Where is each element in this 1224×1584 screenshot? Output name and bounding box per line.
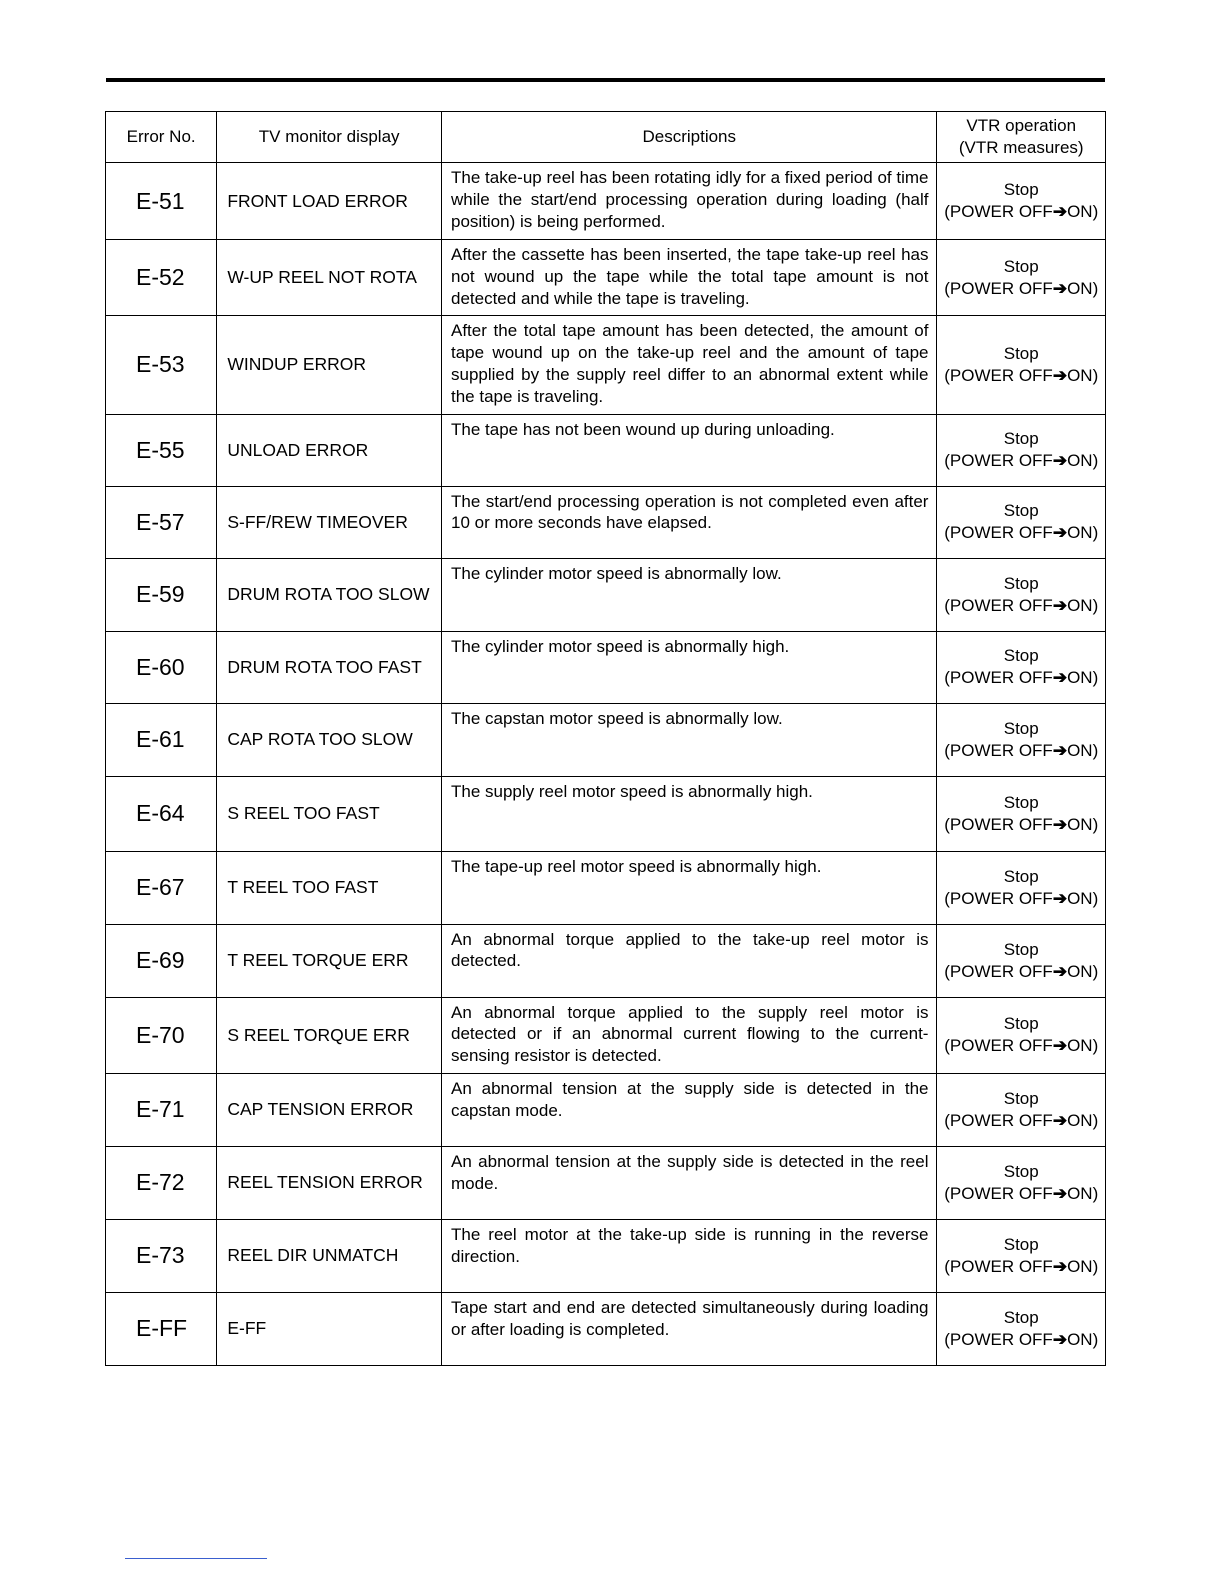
vtr-op-power-post: ON) — [1067, 365, 1099, 385]
arrow-right-icon: ➔ — [1052, 888, 1068, 908]
vtr-op-power-pre: (POWER OFF — [944, 888, 1053, 908]
vtr-operation — [937, 703, 1106, 776]
vtr-op-power-post: ON) — [1067, 202, 1099, 221]
arrow-right-icon: ➔ — [1052, 961, 1068, 981]
error-code: E-53 — [106, 316, 217, 414]
table-row — [106, 240, 1106, 316]
vtr-operation — [937, 997, 1106, 1073]
vtr-op-power-pre: (POWER OFF — [944, 202, 1053, 221]
error-description: The take-up reel has been rotating idly for a fixed period of time while the start/end processing operation during loading (half position) is being performed. — [442, 163, 937, 240]
vtr-operation — [937, 631, 1106, 703]
vtr-op-power — [937, 740, 1105, 762]
vtr-operation — [937, 1292, 1106, 1365]
error-description: An abnormal tension at the supply side is detected in the capstan mode. — [442, 1073, 937, 1146]
tv-monitor-display: S REEL TORQUE ERR — [217, 997, 442, 1073]
arrow-right-icon: ➔ — [1052, 1329, 1068, 1349]
vtr-op-stop: Stop — [1003, 429, 1039, 449]
table-row — [106, 1219, 1106, 1292]
vtr-op-power-post: ON) — [1067, 740, 1099, 760]
vtr-op-power-pre: (POWER OFF — [944, 365, 1053, 385]
arrow-right-icon: ➔ — [1052, 595, 1068, 615]
vtr-operation — [937, 486, 1106, 558]
tv-monitor-display: CAP ROTA TOO SLOW — [217, 703, 442, 776]
table-row — [106, 558, 1106, 631]
error-code: E-61 — [106, 703, 217, 776]
error-description: The supply reel motor speed is abnormally high. — [442, 776, 937, 851]
vtr-op-power — [937, 1329, 1105, 1351]
error-code: E-67 — [106, 851, 217, 924]
table-row — [106, 703, 1106, 776]
error-description: An abnormal torque applied to the supply reel motor is detected or if an abnormal current flowing to the current-sensing resistor is detected. — [442, 997, 937, 1073]
error-code: E-71 — [106, 1073, 217, 1146]
tv-monitor-display: CAP TENSION ERROR — [217, 1073, 442, 1146]
table-row — [106, 1073, 1106, 1146]
error-description: The tape-up reel motor speed is abnormally high. — [442, 851, 937, 924]
error-code: E-60 — [106, 631, 217, 703]
vtr-operation — [937, 1073, 1106, 1146]
vtr-op-power-post: ON) — [1067, 451, 1099, 471]
vtr-op-power — [937, 888, 1105, 910]
vtr-op-power — [937, 1183, 1105, 1205]
vtr-op-stop: Stop — [1003, 343, 1039, 363]
tv-monitor-display: E-FF — [217, 1292, 442, 1365]
table-row — [106, 486, 1106, 558]
error-description: The start/end processing operation is not completed even after 10 or more seconds have elapsed. — [442, 486, 937, 558]
tv-monitor-display: REEL DIR UNMATCH — [217, 1219, 442, 1292]
vtr-op-power-post: ON) — [1067, 668, 1099, 688]
vtr-operation — [937, 163, 1106, 240]
error-description: The reel motor at the take-up side is running in the reverse direction. — [442, 1219, 937, 1292]
vtr-op-power — [937, 201, 1105, 223]
table-row — [106, 163, 1106, 240]
tv-monitor-display: T REEL TOO FAST — [217, 851, 442, 924]
vtr-op-power-pre: (POWER OFF — [944, 1183, 1053, 1203]
error-code: E-52 — [106, 240, 217, 316]
tv-monitor-display: S-FF/REW TIMEOVER — [217, 486, 442, 558]
vtr-operation — [937, 1146, 1106, 1219]
tv-monitor-display: T REEL TORQUE ERR — [217, 924, 442, 997]
vtr-op-power — [937, 667, 1105, 689]
vtr-op-power-post: ON) — [1067, 1036, 1099, 1056]
error-description: After the total tape amount has been detected, the amount of tape wound up on the take-up reel and the amount of tape supplied by the supply reel differ to an abnormal extent while the tape is traveling. — [442, 316, 937, 414]
error-description: An abnormal tension at the supply side is detected in the reel mode. — [442, 1146, 937, 1219]
error-description: After the cassette has been inserted, the tape take-up reel has not wound up the tape while the total tape amount is not detected and while the tape is traveling. — [442, 240, 937, 316]
error-description: The cylinder motor speed is abnormally high. — [442, 631, 937, 703]
vtr-op-stop: Stop — [1003, 646, 1039, 666]
vtr-op-power-pre: (POWER OFF — [944, 740, 1053, 760]
error-description: The tape has not been wound up during unloading. — [442, 414, 937, 486]
arrow-right-icon: ➔ — [1052, 1110, 1068, 1130]
error-description: The capstan motor speed is abnormally low. — [442, 703, 937, 776]
vtr-operation — [937, 240, 1106, 316]
error-description: The cylinder motor speed is abnormally low. — [442, 558, 937, 631]
vtr-operation — [937, 1219, 1106, 1292]
vtr-operation — [937, 851, 1106, 924]
vtr-op-stop: Stop — [1003, 1088, 1039, 1108]
vtr-op-power — [937, 1256, 1105, 1278]
vtr-operation — [937, 558, 1106, 631]
tv-monitor-display: S REEL TOO FAST — [217, 776, 442, 851]
vtr-op-stop: Stop — [1003, 180, 1039, 199]
vtr-op-stop: Stop — [1003, 718, 1039, 738]
vtr-op-power — [937, 814, 1105, 836]
footer-link-underline — [125, 1558, 267, 1559]
arrow-right-icon: ➔ — [1052, 668, 1068, 688]
tv-monitor-display: UNLOAD ERROR — [217, 414, 442, 486]
vtr-op-power-pre: (POWER OFF — [944, 1036, 1053, 1056]
error-code: E-FF — [106, 1292, 217, 1365]
error-code: E-57 — [106, 486, 217, 558]
error-code: E-55 — [106, 414, 217, 486]
vtr-op-stop: Stop — [1003, 1161, 1039, 1181]
vtr-op-power — [937, 595, 1105, 617]
vtr-op-power-post: ON) — [1067, 1183, 1099, 1203]
arrow-right-icon: ➔ — [1052, 365, 1068, 385]
vtr-op-stop: Stop — [1003, 256, 1039, 276]
header-vtr-line1: VTR operation — [966, 116, 1077, 135]
vtr-op-stop: Stop — [1003, 573, 1039, 593]
tv-monitor-display: DRUM ROTA TOO SLOW — [217, 558, 442, 631]
table-header-row — [106, 112, 1106, 163]
arrow-right-icon: ➔ — [1052, 451, 1068, 471]
vtr-op-power-post: ON) — [1067, 523, 1099, 543]
vtr-op-power — [937, 278, 1105, 300]
error-description: An abnormal torque applied to the take-up reel motor is detected. — [442, 924, 937, 997]
vtr-op-power — [937, 365, 1105, 387]
tv-monitor-display: REEL TENSION ERROR — [217, 1146, 442, 1219]
arrow-right-icon: ➔ — [1052, 523, 1068, 543]
arrow-right-icon: ➔ — [1052, 740, 1068, 760]
tv-monitor-display: WINDUP ERROR — [217, 316, 442, 414]
vtr-op-power-post: ON) — [1067, 814, 1099, 834]
header-tv-display: TV monitor display — [217, 112, 442, 163]
tv-monitor-display: DRUM ROTA TOO FAST — [217, 631, 442, 703]
vtr-operation — [937, 316, 1106, 414]
table-row — [106, 776, 1106, 851]
vtr-op-power-pre: (POWER OFF — [944, 1110, 1053, 1130]
header-vtr-operation — [937, 112, 1106, 163]
table-row — [106, 414, 1106, 486]
vtr-operation — [937, 414, 1106, 486]
error-code: E-69 — [106, 924, 217, 997]
error-code: E-51 — [106, 163, 217, 240]
header-descriptions: Descriptions — [442, 112, 937, 163]
vtr-op-power-pre: (POWER OFF — [944, 523, 1053, 543]
vtr-op-power-pre: (POWER OFF — [944, 595, 1053, 615]
vtr-op-power-pre: (POWER OFF — [944, 814, 1053, 834]
error-code: E-59 — [106, 558, 217, 631]
error-code-table — [105, 111, 1106, 1366]
arrow-right-icon: ➔ — [1052, 1036, 1068, 1056]
table-row — [106, 631, 1106, 703]
header-vtr-line2: (VTR measures) — [958, 138, 1084, 157]
vtr-op-power-post: ON) — [1067, 1110, 1099, 1130]
vtr-op-power-post: ON) — [1067, 888, 1099, 908]
vtr-op-stop: Stop — [1003, 1014, 1039, 1034]
vtr-operation — [937, 776, 1106, 851]
vtr-op-stop: Stop — [1003, 792, 1039, 812]
vtr-op-power-post: ON) — [1067, 278, 1099, 298]
vtr-op-power — [937, 522, 1105, 544]
table-row — [106, 924, 1106, 997]
tv-monitor-display: FRONT LOAD ERROR — [217, 163, 442, 240]
vtr-op-power-pre: (POWER OFF — [944, 1329, 1053, 1349]
vtr-op-power-pre: (POWER OFF — [944, 1256, 1053, 1276]
tv-monitor-display: W-UP REEL NOT ROTA — [217, 240, 442, 316]
header-error-no: Error No. — [106, 112, 217, 163]
vtr-operation — [937, 924, 1106, 997]
arrow-right-icon: ➔ — [1052, 1183, 1068, 1203]
vtr-op-power-pre: (POWER OFF — [944, 451, 1053, 471]
error-code: E-72 — [106, 1146, 217, 1219]
vtr-op-power-post: ON) — [1067, 595, 1099, 615]
error-code: E-64 — [106, 776, 217, 851]
vtr-op-power — [937, 961, 1105, 983]
arrow-right-icon: ➔ — [1052, 278, 1068, 298]
vtr-op-stop: Stop — [1003, 939, 1039, 959]
error-description: Tape start and end are detected simultaneously during loading or after loading is completed. — [442, 1292, 937, 1365]
top-rule — [106, 78, 1105, 82]
vtr-op-power — [937, 450, 1105, 472]
table-row — [106, 1292, 1106, 1365]
table-row — [106, 316, 1106, 414]
table-row — [106, 1146, 1106, 1219]
vtr-op-power — [937, 1035, 1105, 1057]
arrow-right-icon: ➔ — [1052, 1256, 1068, 1276]
table-row — [106, 851, 1106, 924]
vtr-op-stop: Stop — [1003, 501, 1039, 521]
arrow-right-icon: ➔ — [1052, 814, 1068, 834]
vtr-op-power-pre: (POWER OFF — [944, 961, 1053, 981]
vtr-op-stop: Stop — [1003, 1234, 1039, 1254]
vtr-op-stop: Stop — [1003, 866, 1039, 886]
error-code: E-70 — [106, 997, 217, 1073]
vtr-op-power — [937, 1110, 1105, 1132]
arrow-right-icon: ➔ — [1052, 202, 1068, 221]
table-row — [106, 997, 1106, 1073]
error-code: E-73 — [106, 1219, 217, 1292]
vtr-op-power-post: ON) — [1067, 1329, 1099, 1349]
vtr-op-power-pre: (POWER OFF — [944, 668, 1053, 688]
vtr-op-power-post: ON) — [1067, 961, 1099, 981]
vtr-op-stop: Stop — [1003, 1307, 1039, 1327]
vtr-op-power-post: ON) — [1067, 1256, 1099, 1276]
vtr-op-power-pre: (POWER OFF — [944, 278, 1053, 298]
